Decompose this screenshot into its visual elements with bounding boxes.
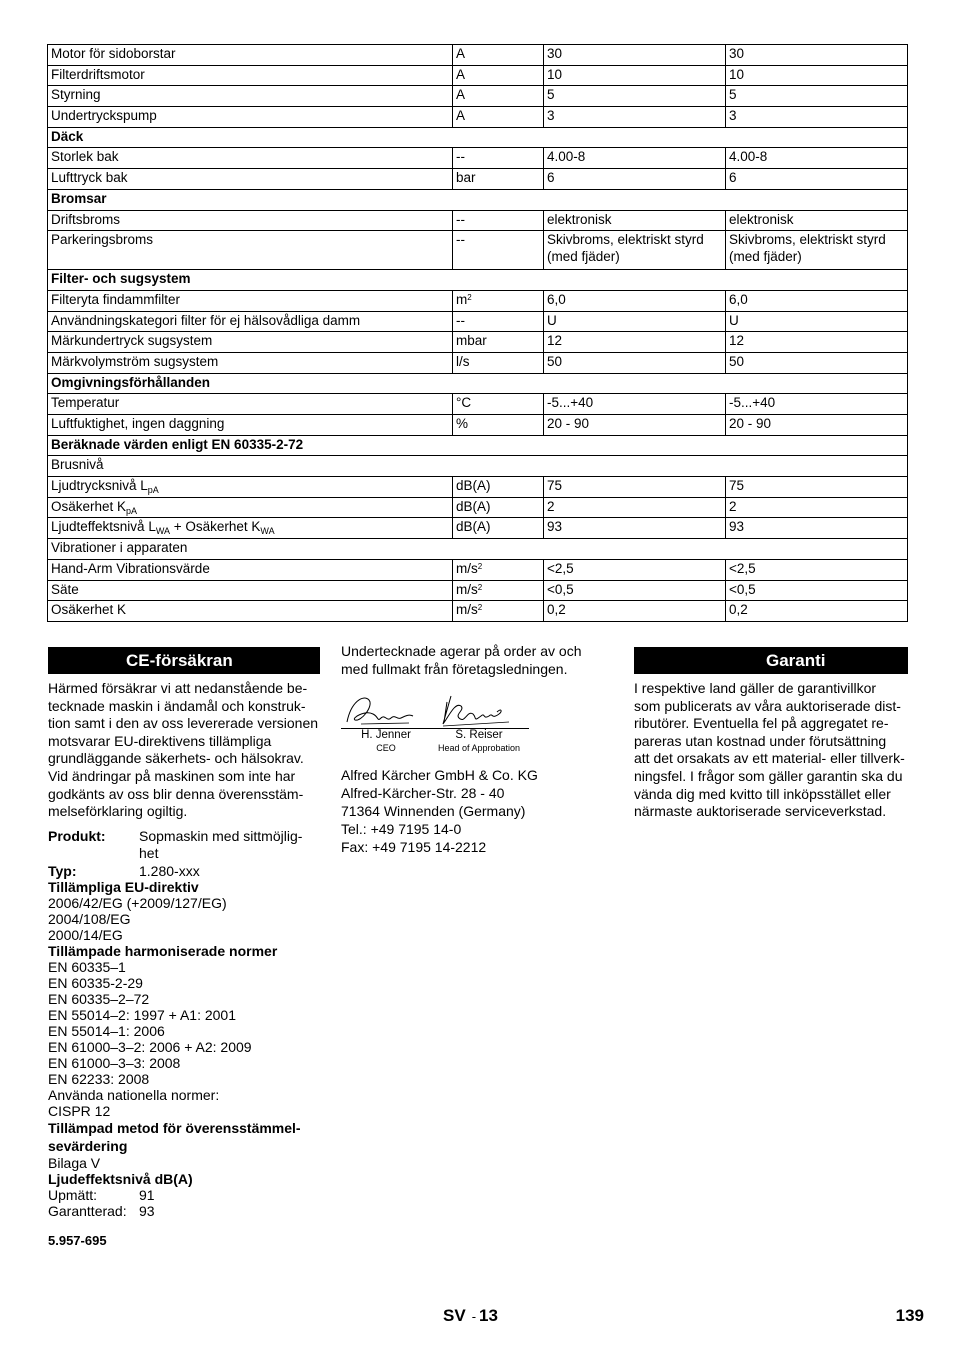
row-value: 6,0 [726,290,908,311]
address-line: Tel.: +49 7195 14-0 [341,821,462,838]
section-label: Filter- och sugsystem [48,270,908,291]
row-value: 93 [544,518,726,539]
row-value: 75 [726,477,908,498]
row-unit-text: -- [456,232,465,248]
directive-item: 2004/108/EG [48,910,131,927]
section-label: Däck [48,127,908,148]
row-unit [453,311,544,332]
norm-item: EN 55014–1: 2006 [48,1022,165,1039]
signatories-intro-line: Undertecknade agerar på order av och [341,643,582,659]
row-unit-text: dB(A) [456,498,491,514]
row-label-text: Filterdriftsmotor [51,66,145,82]
row-value: -5...+40 [726,394,908,415]
row-label [48,290,453,311]
national-norms-value: CISPR 12 [48,1102,111,1119]
warranty-heading: Garanti [634,647,908,674]
row-label [48,210,453,231]
row-label [48,415,453,436]
row-unit [453,394,544,415]
table-section-row [48,435,908,456]
row-label [48,601,453,622]
row-value: elektronisk [544,210,726,231]
row-label [48,148,453,169]
table-section-row [48,270,908,291]
norm-item: EN 61000–3–3: 2008 [48,1054,181,1071]
row-label-text: Osäkerhet K [51,498,127,514]
row-unit [453,518,544,539]
row-value: elektronisk [726,210,908,231]
table-section-row [48,127,908,148]
row-unit [453,477,544,498]
ce-intro-line: grundläggande säkerhets- och hälsokrav. [48,750,304,767]
row-unit [453,559,544,580]
address-line: Alfred Kärcher GmbH & Co. KG [341,767,538,784]
row-unit-text: bar [456,170,476,186]
table-row [48,148,908,169]
row-value: <2,5 [544,559,726,580]
row-unit [453,107,544,128]
signatory-name: S. Reiser [429,728,529,742]
row-unit [453,601,544,622]
method-heading: sevärdering [48,1137,128,1154]
row-value: 6,0 [544,290,726,311]
ce-declaration-heading: CE-försäkran [48,647,320,674]
row-value: U [726,311,908,332]
signatories-intro-line: med fullmakt från företagsledningen. [341,660,568,677]
national-norms-label: Använda nationella normer: [48,1086,220,1103]
row-unit-text: l/s [456,353,470,369]
warranty-line: ningsfel. I frågor som gäller garantin ska du [634,767,903,784]
row-unit-text: A [456,108,466,124]
row-label-text: Lufttryck bak [51,170,128,186]
table-row [48,231,908,270]
row-label-text: Temperatur [51,395,120,411]
row-unit-superscript: 2 [477,561,483,571]
row-label-text: Filteryta findammfilter [51,291,181,307]
row-value: 5 [544,86,726,107]
norm-item: EN 61000–3–2: 2006 + A2: 2009 [48,1038,252,1055]
norm-item: EN 62233: 2008 [48,1070,150,1087]
row-label [48,497,453,518]
row-value: 30 [726,45,908,66]
row-unit-text: -- [456,312,465,328]
signatory-name: H. Jenner [341,728,431,742]
row-label [48,332,453,353]
row-label-text: Användningskategori filter för ej hälsovådliga damm [51,312,361,328]
row-value: <2,5 [726,559,908,580]
warranty-line: I respektive land gäller de garantivillkor [634,680,877,696]
table-section-row [48,189,908,210]
product-label: Produkt: [48,827,106,844]
row-value: 2 [544,497,726,518]
row-unit-text: -- [456,149,465,165]
row-unit-text: A [456,87,466,103]
ce-intro-line: godkänts av oss blir denna överensstäm- [48,785,304,802]
table-row [48,169,908,190]
warranty-text [634,680,908,821]
table-row [48,559,908,580]
measured-label: Upmätt: [48,1186,98,1203]
row-unit [453,332,544,353]
row-unit [453,415,544,436]
warranty-line: att det orsakats av ett material- eller tillverk- [634,750,905,767]
section-label: Bromsar [48,189,908,210]
row-label-text: Märkundertryck sugsystem [51,333,213,349]
signature-jenner [341,692,431,755]
row-label [48,45,453,66]
row-unit [453,580,544,601]
row-unit-superscript: 2 [477,582,483,592]
row-label [48,311,453,332]
row-label-subscript: WA [260,526,275,537]
row-value: 75 [544,477,726,498]
warranty-line: ributörer. Eventuella fel på aggregatet re- [634,715,889,732]
technical-data-table [47,44,908,622]
row-unit [453,86,544,107]
row-unit [453,65,544,86]
row-label-subscript: pA [147,485,159,496]
row-unit [453,497,544,518]
row-value: 3 [544,107,726,128]
ce-intro-line: motsvarar EU-direktivens tillämpliga [48,732,272,749]
row-label-text: Osäkerhet K [51,602,127,618]
warranty-line: närmaste auktoriserade serviceverkstad. [634,803,887,820]
signatures [341,692,613,754]
row-unit-superscript: 2 [477,603,483,613]
row-unit [453,210,544,231]
ce-declaration-column [48,647,320,1219]
norm-item: EN 60335-2-29 [48,974,143,991]
row-value: 12 [726,332,908,353]
row-value: 2 [726,497,908,518]
section-label: Vibrationer i apparaten [48,539,908,560]
method-value: Bilaga V [48,1154,101,1171]
row-value: 0,2 [726,601,908,622]
row-value: 50 [726,352,908,373]
table-subsection-row [48,456,908,477]
directive-item: 2006/42/EG (+2009/127/EG) [48,894,227,911]
row-unit [453,231,544,270]
footer-language-page [443,1306,498,1326]
norm-item: EN 60335–1 [48,958,126,975]
row-value: 12 [544,332,726,353]
row-unit-text: dB(A) [456,519,491,535]
norm-item: EN 55014–2: 1997 + A1: 2001 [48,1006,236,1023]
row-unit-text: % [456,416,469,431]
page-number: 139 [895,1306,924,1325]
row-label [48,352,453,373]
table-row [48,65,908,86]
row-value: 3 [726,107,908,128]
row-value: -5...+40 [544,394,726,415]
row-label-text: Hand-Arm Vibrationsvärde [51,560,210,576]
row-label-text: Parkeringsbroms [51,232,154,248]
row-label-text: Säte [51,581,79,597]
row-label-text: Märkvolymström sugsystem [51,353,219,369]
ce-intro-line: Vid ändringar på maskinen som inte har [48,767,296,784]
document-number: 5.957-695 [48,1233,107,1248]
section-label: Omgivningsförhållanden [48,373,908,394]
warranty-column [634,647,908,821]
row-value: 93 [726,518,908,539]
table-subsection-row [48,539,908,560]
row-unit [453,290,544,311]
row-unit-superscript: 2 [467,292,472,302]
address-line: Alfred-Kärcher-Str. 28 - 40 [341,785,505,802]
ce-intro-text [48,680,320,821]
signature-jenner-graphic [341,692,431,728]
signatory-role: Head of Approbation [437,743,521,754]
signature-reiser [429,692,529,755]
guaranteed-label: Garantterad: [48,1202,127,1219]
row-unit-text: mbar [456,333,487,349]
row-value: 10 [726,65,908,86]
table-row [48,210,908,231]
address-line: 71364 Winnenden (Germany) [341,803,526,820]
table-row [48,332,908,353]
measured-value: 91 [139,1186,155,1203]
ce-type [48,863,320,879]
row-label [48,477,453,498]
table-row [48,497,908,518]
row-label-text: Ljudteffektsnivå L [51,519,156,535]
row-value: 20 - 90 [726,415,908,436]
row-label-text: Luftfuktighet, ingen daggning [51,416,225,431]
footer-language: SV [443,1306,466,1325]
row-value: Skivbroms, elektriskt styrd (med fjäder) [726,231,908,270]
section-label: Beräknade värden enligt EN 60335-2-72 [48,435,908,456]
row-label-text: Ljudtrycksnivå L [51,478,148,494]
directive-item: 2000/14/EG [48,926,123,943]
guaranteed-value: 93 [139,1202,155,1219]
row-label-text: Driftsbroms [51,211,121,227]
sound-guaranteed [48,1203,320,1219]
row-label [48,518,453,539]
row-unit [453,169,544,190]
row-value: 6 [544,169,726,190]
row-value: 4.00-8 [544,148,726,169]
signatories-column [341,643,613,856]
row-label-text: Styrning [51,87,101,103]
row-value: <0,5 [726,580,908,601]
norms-heading: Tillämpade harmoniserade normer [48,942,278,959]
row-value: 30 [544,45,726,66]
row-label-text: + Osäkerhet K [170,519,261,535]
row-label [48,65,453,86]
table-row [48,518,908,539]
row-label [48,86,453,107]
row-label [48,580,453,601]
row-label [48,559,453,580]
ce-intro-line: tecknade maskin i ändamål och konstruk- [48,697,306,714]
directives-heading: Tillämpliga EU-direktiv [48,878,199,895]
row-unit-text: °C [456,395,472,411]
norm-item: EN 60335–2–72 [48,990,150,1007]
address-line: Fax: +49 7195 14-2212 [341,839,487,856]
ce-intro-line: melseförklaring ogiltig. [48,803,188,820]
row-unit [453,45,544,66]
footer-section-page: 13 [479,1306,498,1325]
row-unit-text: m/s [456,560,478,576]
row-value: 20 - 90 [544,415,726,436]
row-unit-text: m [456,291,468,307]
row-unit-text: m/s [456,602,478,618]
row-label-text: Undertryckspump [51,108,157,124]
signatory-role: CEO [376,743,396,754]
row-value: 50 [544,352,726,373]
company-address [341,766,613,856]
sound-measured [48,1187,320,1203]
row-unit-text: -- [456,211,465,227]
row-label [48,107,453,128]
row-value: Skivbroms, elektriskt styrd (med fjäder) [544,231,726,270]
row-unit [453,148,544,169]
row-value: 6 [726,169,908,190]
row-label-text: Storlek bak [51,149,119,165]
row-unit-text: A [456,46,466,61]
warranty-line: vända dig med kvitto till inköpsstället eller [634,785,891,802]
row-value: <0,5 [544,580,726,601]
product-value: Sopmaskin med sittmöjlig-het [139,827,303,862]
table-row [48,45,908,66]
row-unit-text: dB(A) [456,478,491,494]
table-section-row [48,373,908,394]
warranty-line: pareras utan kostnad under förutsättning [634,732,887,749]
row-unit [453,352,544,373]
ce-intro-line: tion samt i den av oss levererade versionen [48,715,319,732]
warranty-line: som publicerats av våra auktoriserade dist- [634,697,901,714]
row-label [48,394,453,415]
type-value: 1.280-xxx [139,862,200,879]
table-row [48,394,908,415]
table-row [48,311,908,332]
table-row [48,580,908,601]
method-heading: Tillämpad metod för överensstämmel- [48,1119,301,1136]
row-label-subscript: WA [155,526,170,537]
row-unit-text: A [456,66,466,82]
row-unit-text: m/s [456,581,478,597]
row-value: 10 [544,65,726,86]
table-row [48,107,908,128]
table-row [48,290,908,311]
table-row [48,415,908,436]
row-label-subscript: pA [126,505,138,516]
row-label [48,169,453,190]
row-label [48,231,453,270]
sound-heading: Ljudeffektsnivå dB(A) [48,1170,193,1187]
ce-product [48,828,320,863]
table-row [48,86,908,107]
footer-dash: - [471,1309,477,1324]
row-label-text: Motor för sidoborstar [51,46,176,61]
table-row [48,352,908,373]
row-value: 0,2 [544,601,726,622]
row-value: U [544,311,726,332]
section-label: Brusnivå [48,456,908,477]
type-label: Typ: [48,862,77,879]
table-row [48,601,908,622]
signature-reiser-graphic [429,692,529,728]
row-value: 4.00-8 [726,148,908,169]
table-row [48,477,908,498]
ce-intro-line: Härmed försäkrar vi att nedanstående be- [48,680,308,696]
row-value: 5 [726,86,908,107]
